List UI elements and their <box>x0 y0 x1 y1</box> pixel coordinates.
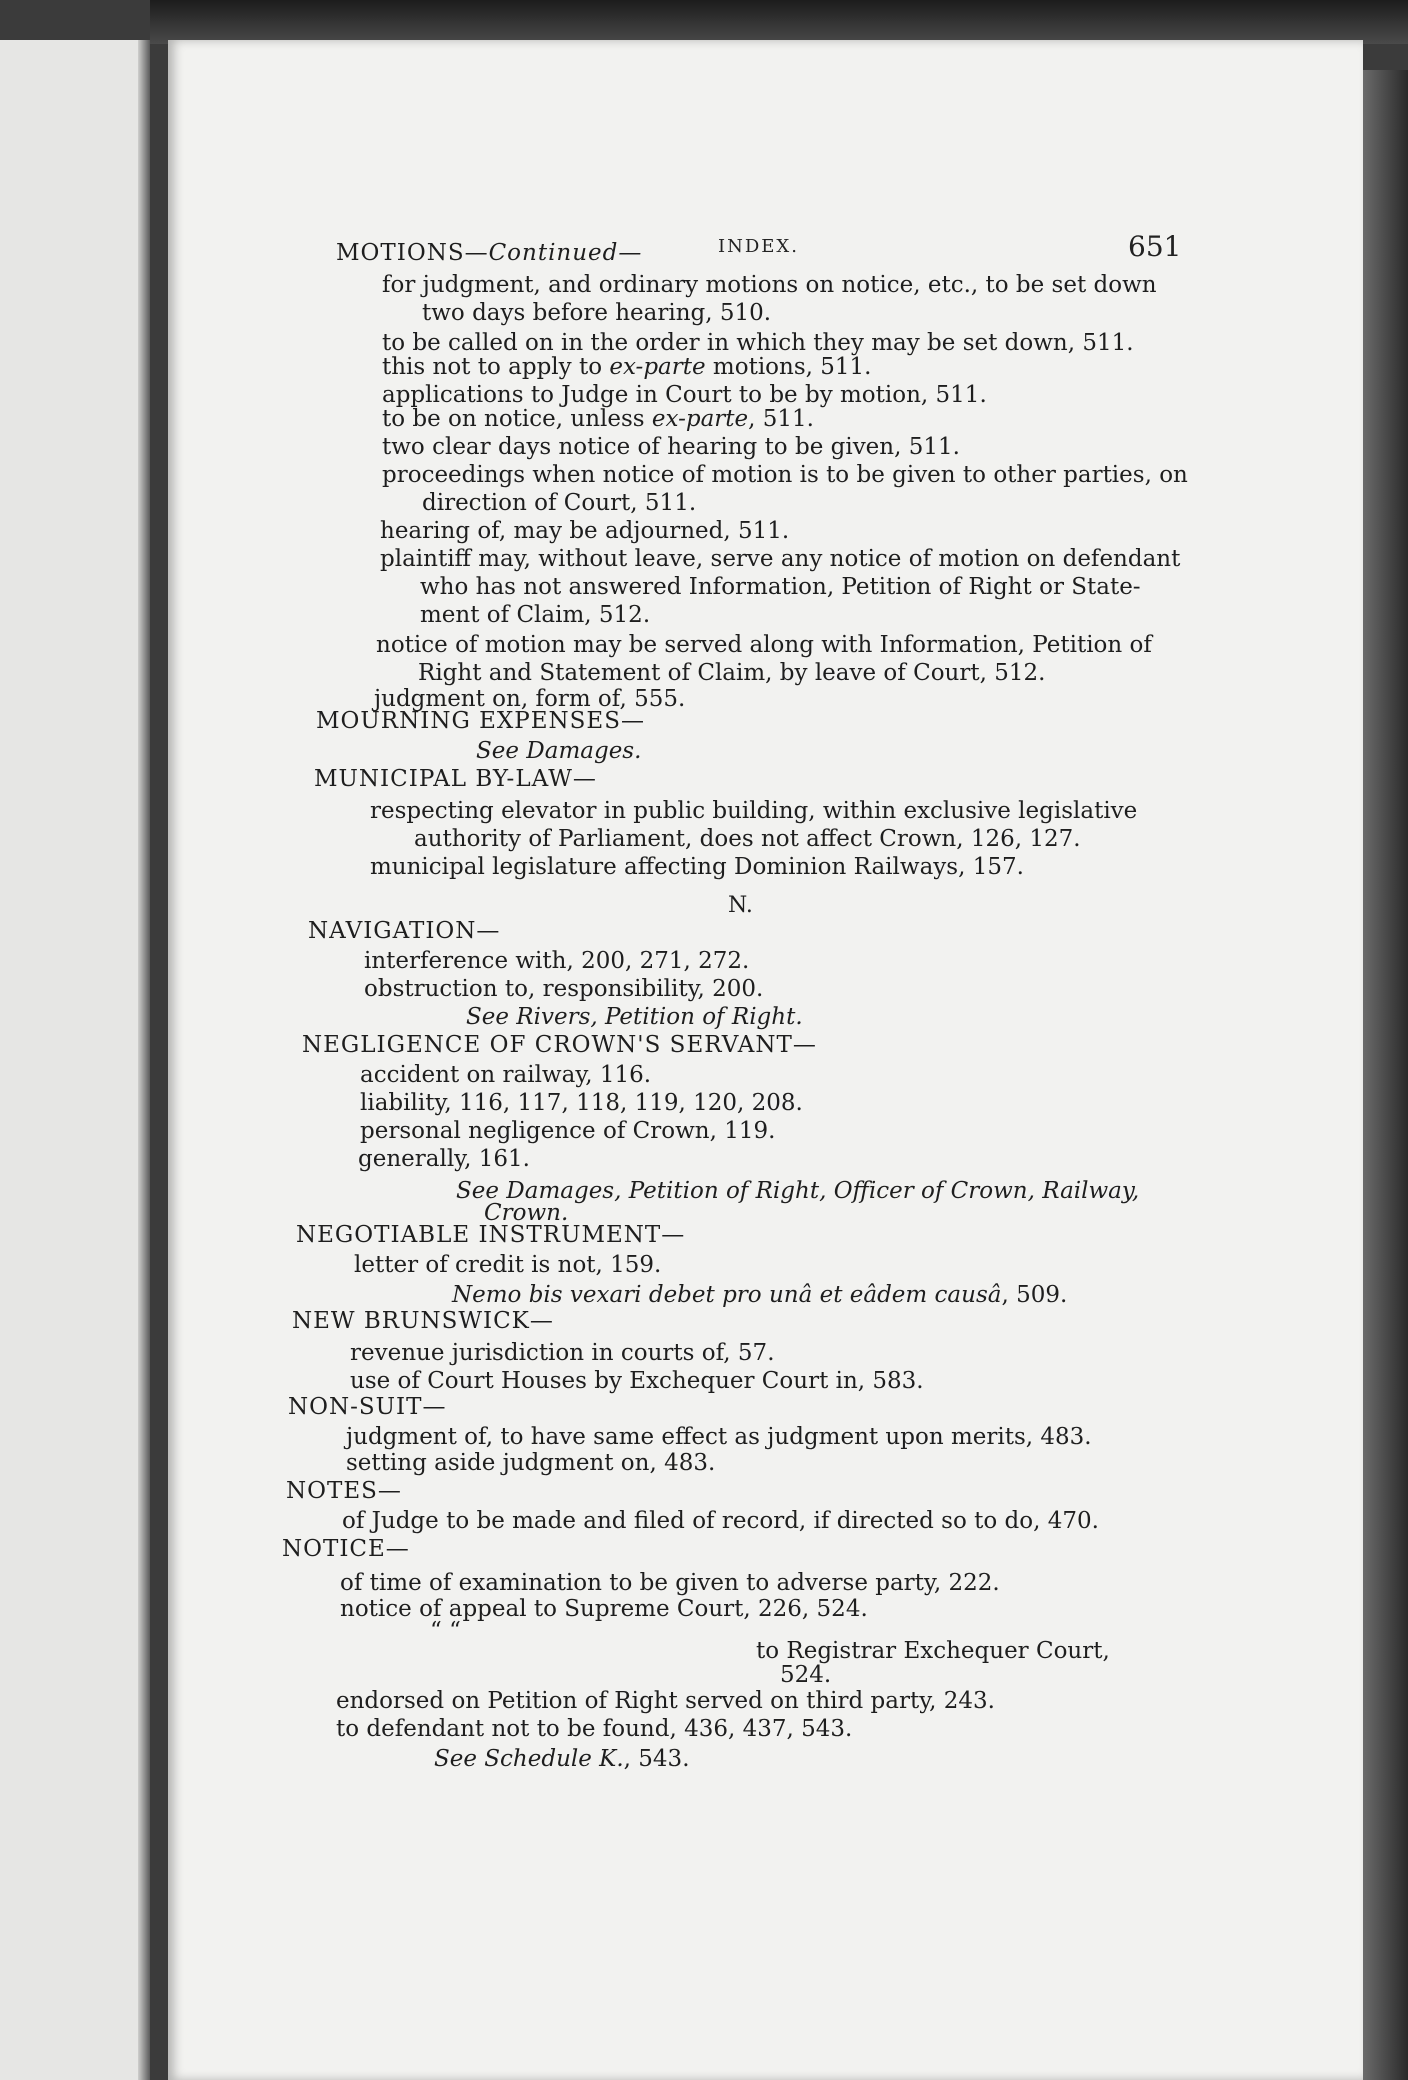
line-text: MUNICIPAL BY-LAW— <box>314 766 597 792</box>
facing-page <box>0 40 150 2080</box>
index-heading <box>308 916 500 947</box>
line-text: who has not answered Information, Petition of Right or State- <box>420 574 1141 600</box>
index-line <box>382 404 814 435</box>
line-text: authority of Parliament, does not affect Crown, 126, 127. <box>414 826 1081 852</box>
index-line <box>430 1616 461 1647</box>
line-text: NEW BRUNSWICK— <box>292 1308 554 1334</box>
line-text: personal negligence of Crown, 119. <box>360 1118 776 1144</box>
line-text: for judgment, and ordinary motions on notice, etc., to be set down <box>382 272 1157 298</box>
line-text: judgment of, to have same effect as judgment upon merits, 483. <box>346 1424 1092 1450</box>
line-text: to Registrar Exchequer Court, <box>756 1638 1110 1664</box>
line-italic: Crown. <box>484 1200 569 1226</box>
index-page <box>168 40 1363 2080</box>
page-number: 651 <box>1128 230 1182 263</box>
index-line <box>360 1116 775 1147</box>
line-text: use of Court Houses by Exchequer Court in, 583. <box>350 1368 924 1394</box>
index-line <box>336 1714 852 1745</box>
line-text: generally, 161. <box>358 1146 530 1172</box>
index-heading <box>296 1220 685 1251</box>
line-text: NEGOTIABLE INSTRUMENT— <box>296 1222 686 1248</box>
line-text: direction of Court, 511. <box>422 490 697 516</box>
line-text: of Judge to be made and filed of record, if directed so to do, 470. <box>342 1508 1099 1534</box>
index-heading <box>314 764 597 795</box>
index-line <box>382 352 871 383</box>
index-heading <box>282 1534 410 1565</box>
line-suffix: , 511. <box>748 406 814 432</box>
line-text: revenue jurisdiction in courts of, 57. <box>350 1340 775 1366</box>
index-heading <box>292 1306 554 1337</box>
line-text: NAVIGATION— <box>308 918 501 944</box>
index-line <box>350 1338 775 1369</box>
line-text: NEGLIGENCE OF CROWN'S SERVANT— <box>302 1032 817 1058</box>
line-text: two clear days notice of hearing to be given, 511. <box>382 434 960 460</box>
line-text: judgment on, form of, 555. <box>374 686 686 712</box>
running-head: INDEX. <box>718 236 799 257</box>
index-line <box>422 488 696 519</box>
index-line <box>380 544 1180 575</box>
line-text: accident on railway, 116. <box>360 1062 652 1088</box>
line-text: endorsed on Petition of Right served on third party, 243. <box>336 1688 995 1714</box>
index-line <box>420 600 650 631</box>
line-italic: Nemo bis vexari debet pro unâ et eâdem causâ <box>452 1282 1002 1308</box>
index-heading <box>286 1476 402 1507</box>
line-text: MOURNING EXPENSES— <box>316 708 645 734</box>
index-line <box>728 890 753 921</box>
index-heading <box>316 706 645 737</box>
line-italic: See Damages. <box>476 738 642 764</box>
index-line <box>360 1060 651 1091</box>
line-text: to be on notice, unless <box>382 406 652 432</box>
index-line <box>336 1686 995 1717</box>
line-text: NOTES— <box>286 1478 402 1504</box>
line-italic: ex-parte <box>609 354 706 380</box>
line-text: NON-SUIT— <box>288 1394 447 1420</box>
line-text: plaintiff may, without leave, serve any notice of motion on defendant <box>380 546 1181 572</box>
line-text: proceedings when notice of motion is to be given to other parties, on <box>382 462 1188 488</box>
line-text: liability, 116, 117, 118, 119, 120, 208. <box>360 1090 803 1116</box>
index-line <box>382 270 1157 301</box>
line-text: to be called on in the order in which they may be set down, 511. <box>382 330 1134 356</box>
line-suffix: , 509. <box>1001 1282 1068 1308</box>
index-line <box>422 298 771 329</box>
line-italic: See Damages, Petition of Right, Officer of Crown, Railway, <box>456 1178 1140 1204</box>
line-text: of time of examination to be given to adverse party, 222. <box>340 1570 1000 1596</box>
line-text: municipal legislature affecting Dominion Railways, 157. <box>370 854 1024 880</box>
index-line <box>376 630 1152 661</box>
index-line <box>342 1506 1099 1537</box>
index-line <box>364 974 763 1005</box>
index-line <box>346 1448 715 1479</box>
line-italic: Continued— <box>488 240 643 266</box>
index-line <box>358 1144 530 1175</box>
book-spine-shadow <box>150 0 1408 44</box>
index-line <box>364 946 749 977</box>
line-text: notice of appeal to Supreme Court, 226, 524. <box>340 1596 868 1622</box>
index-line <box>370 796 1137 827</box>
line-text: Right and Statement of Claim, by leave of Court, 512. <box>418 660 1046 686</box>
line-suffix: motions, 511. <box>705 354 872 380</box>
index-line <box>476 736 641 767</box>
page-edge <box>1363 70 1408 2080</box>
line-suffix: , 543. <box>623 1746 690 1772</box>
index-line <box>414 824 1081 855</box>
line-text: MOTIONS— <box>336 240 489 266</box>
line-text: two days before hearing, 510. <box>422 300 772 326</box>
line-text: “ “ <box>430 1618 461 1644</box>
line-italic: See Schedule K. <box>434 1746 624 1772</box>
index-heading <box>302 1030 817 1061</box>
index-line <box>382 460 1188 491</box>
line-text: 524. <box>780 1662 832 1688</box>
line-text: respecting elevator in public building, within exclusive legislative <box>370 798 1138 824</box>
line-text: NOTICE— <box>282 1536 410 1562</box>
line-text: interference with, 200, 271, 272. <box>364 948 750 974</box>
line-italic: See Rivers, Petition of Right. <box>466 1004 803 1030</box>
index-line <box>434 1744 690 1775</box>
line-text: obstruction to, responsibility, 200. <box>364 976 764 1002</box>
line-text: to defendant not to be found, 436, 437, 543. <box>336 1716 853 1742</box>
index-line <box>354 1250 661 1281</box>
line-italic: ex-parte <box>651 406 749 432</box>
index-line <box>370 852 1024 883</box>
line-text: notice of motion may be served along with Information, Petition of <box>376 632 1152 658</box>
line-text: this not to apply to <box>382 354 610 380</box>
line-text: applications to Judge in Court to be by motion, 511. <box>382 382 987 408</box>
index-line <box>466 1002 803 1033</box>
index-line <box>420 572 1141 603</box>
index-heading <box>336 238 642 269</box>
line-text: N. <box>728 893 753 918</box>
index-line <box>360 1088 803 1119</box>
index-line <box>380 516 789 547</box>
line-text: setting aside judgment on, 483. <box>346 1450 716 1476</box>
index-heading <box>288 1392 446 1423</box>
line-text: ment of Claim, 512. <box>420 602 651 628</box>
line-text: hearing of, may be adjourned, 511. <box>380 518 790 544</box>
line-text: letter of credit is not, 159. <box>354 1252 662 1278</box>
index-line <box>340 1594 868 1625</box>
index-line <box>382 432 960 463</box>
